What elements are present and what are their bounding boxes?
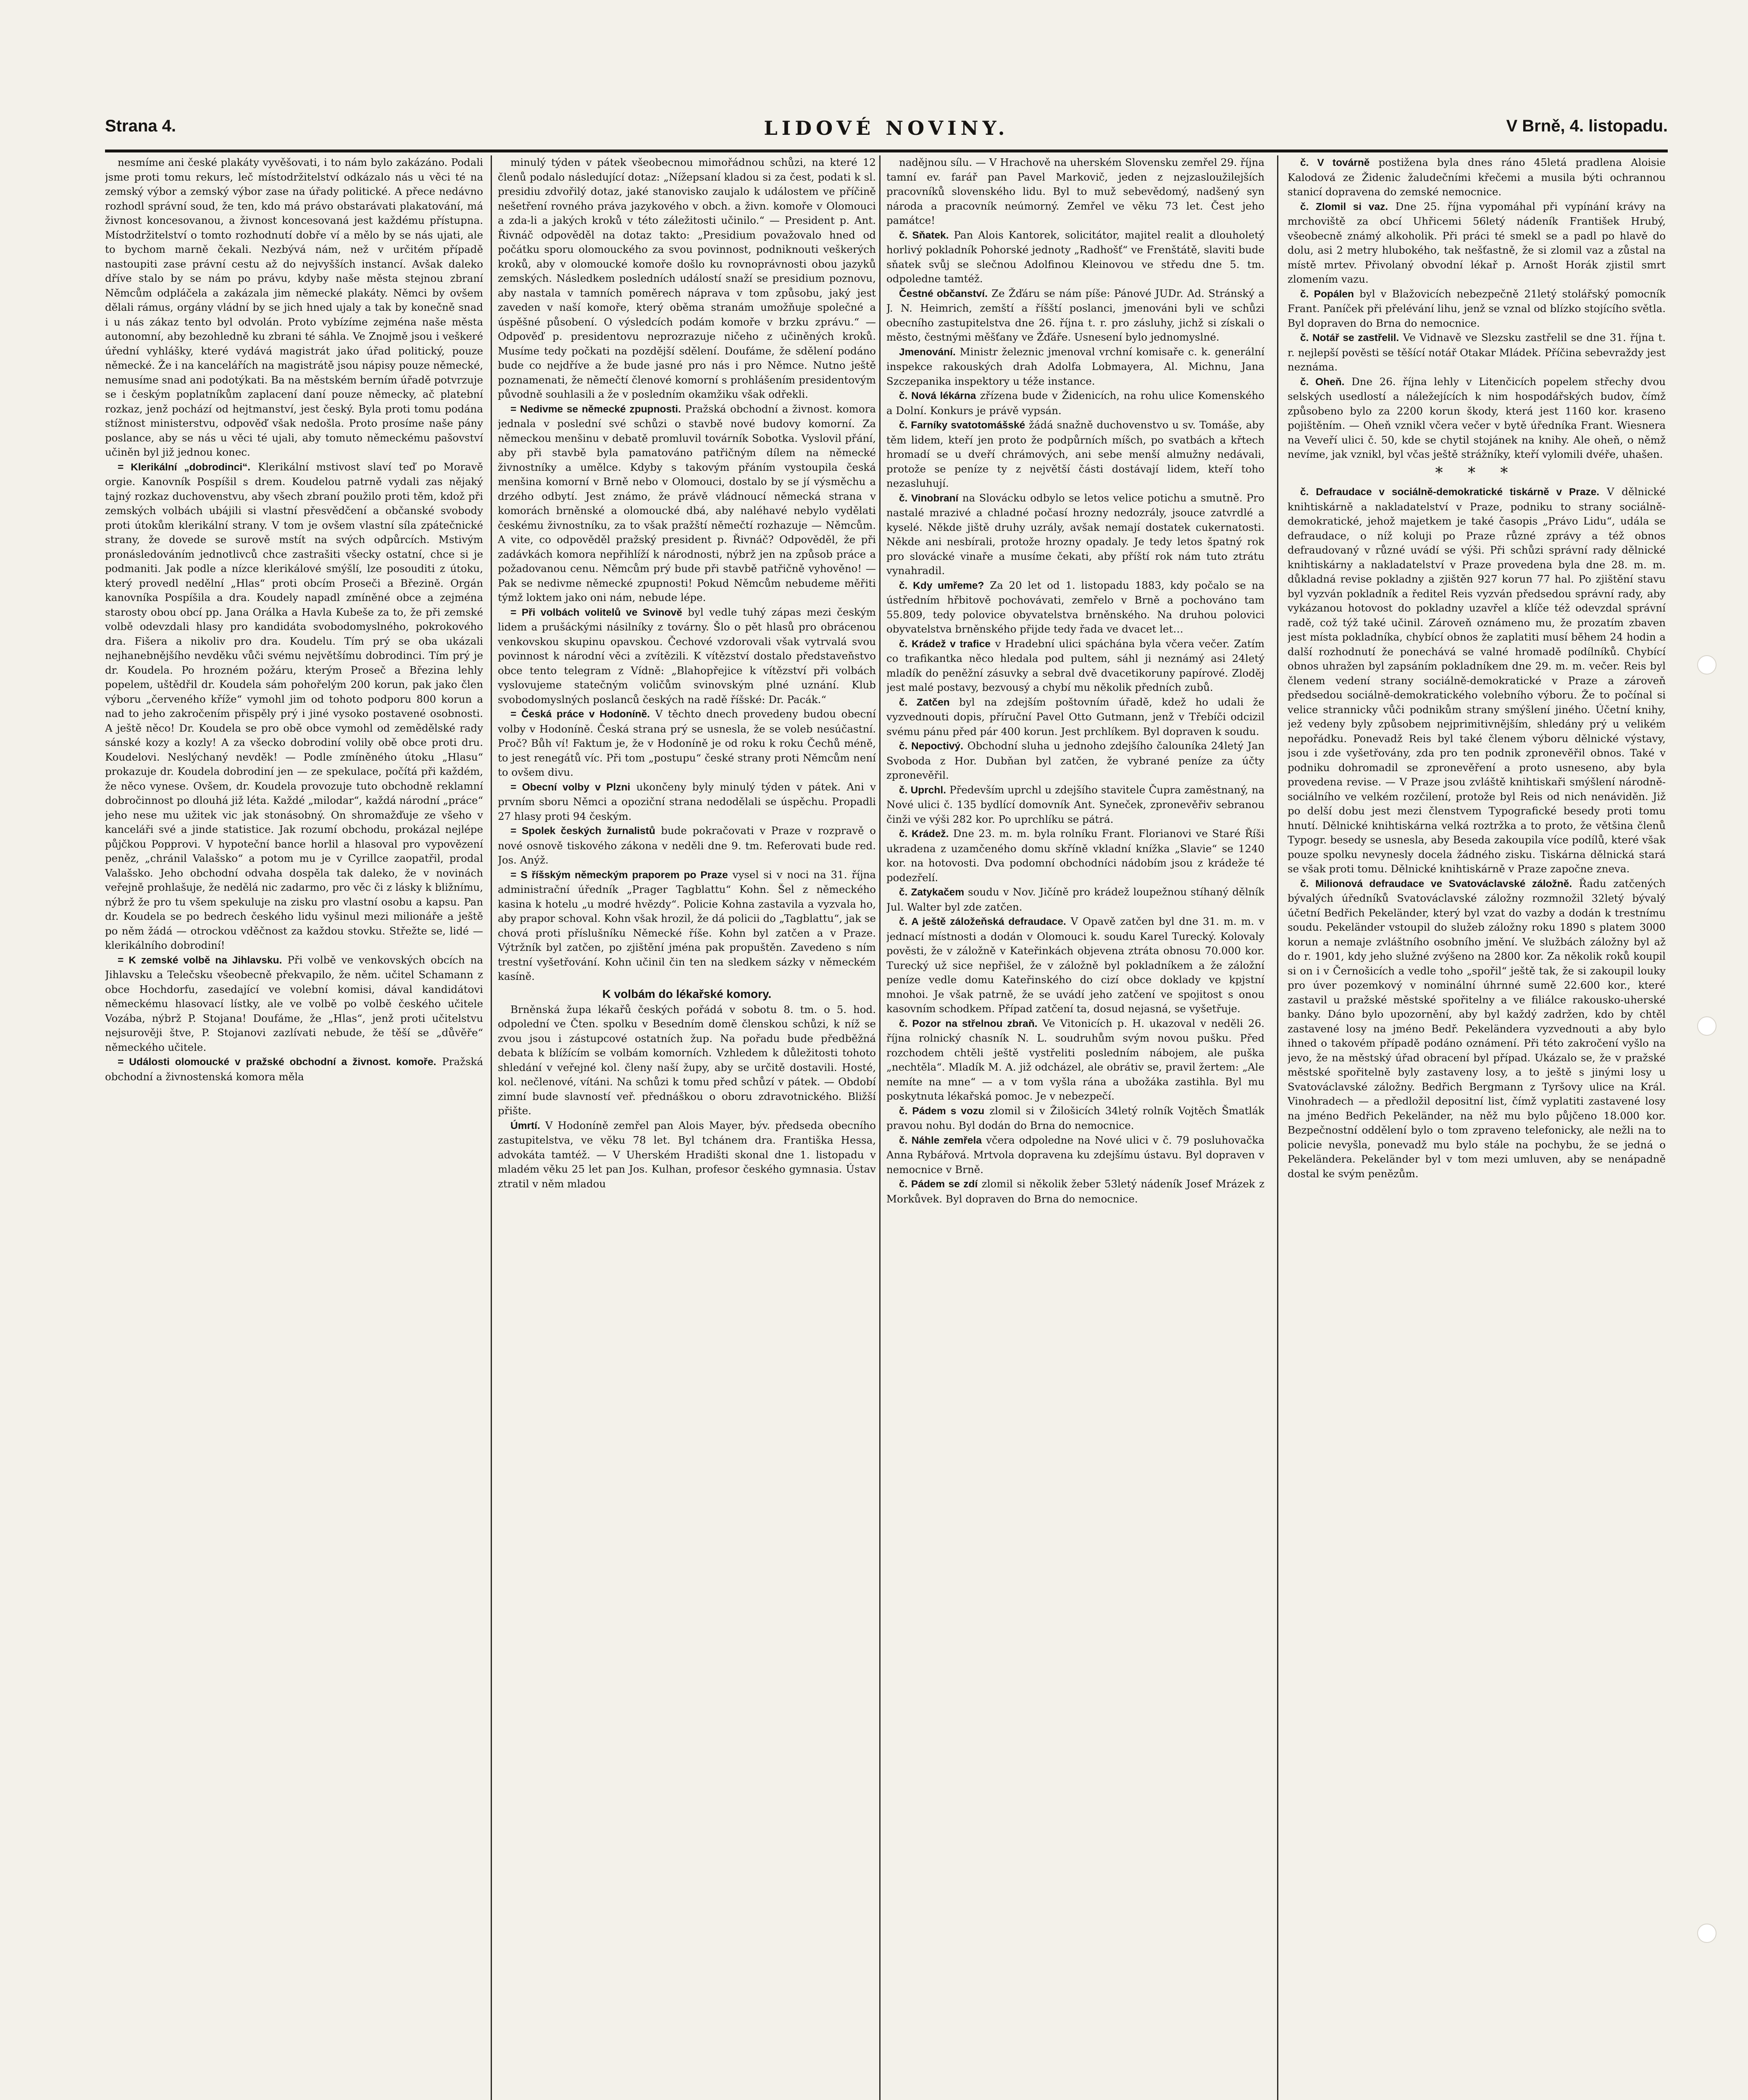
article-text: včera odpoledne na Nové ulici v č. 79 posluhovačka Anna Rybářová. Mrtvola dopravena ku zdejšímu ústavu. Byl dopraven v nemocnice v Brně. [886,1134,1264,1176]
article-paragraph [886,1104,1264,1133]
column-divider [879,155,881,2100]
article-text: Dne 23. m. m. byla rolníku Frant. Florianovi ve Staré Říši ukradena z uzamčeného domu skříně vkladní knížka „Slavie“ se 1240 kor. na hotovosti. Dva podomní obchodníci nádobím jsou z krádeže té podezřelí. [886,827,1264,884]
article-text: V Hodoníně zemřel pan Alois Mayer, býv. předseda obecního zastupitelstva, ve věku 78 let. Byl tchánem dra. Františka Hessa, advokáta tamtéž. — V Uherském Hradišti skonal dne 1. listopadu v mladém věku 25 let pan Jos. Kulhan, profesor českého gymnasia. Ústav ztratil v něm mladou [498,1119,876,1190]
article-text: Dne 25. října vypomáhal při vypínání krávy na mrchoviště za obcí Uhřicemi 56letý nádeník František Hrubý, všeobecně známý alkoholik. Při práci té smekl se a padl po hlavě do dolu, asi 2 metry hlubokého, tak nešťastně, že si zlomil vaz a zůstal na místě mrtev. Přivolaný obvodní lékař p. Arnošt Horák zjistil smrt zlomením vazu. [1288,200,1666,285]
article-text: zlomil si v Žilošicích 34letý rolník Vojtěch Šmatlák pravou nohu. Byl dodán do Brna do nemocnice. [886,1104,1264,1131]
article-lead: č. Milionová defraudace ve Svatováclavské záložně. [1300,878,1572,890]
article-paragraph [886,1177,1264,1206]
article-text: nesmíme ani české plakáty vyvěšovati, i to nám bylo zakázáno. Podali jsme proti tomu rekurs, leč místodržitelství odkázalo nás u věci té na zemský výbor a zemský výbor zase na úřady politické. A přece nedávno rozhodl správní soud, že ten, kdo má právo obstarávati plakatování, má živnost koncesovanou, a živnost koncesovaná jest každému přístupna. Místodržitelství o tomto rozhodnutí dobře ví a mělo by se nás ujati, ale to bychom marně čekali. Nezbývá nám, než v určitém případě nastoupiti zase právní cestu až do nejvyšších instancí. Avšak daleko dříve stalo by se nám po právu, kdyby naše města stejnou zbraní Němcům odpláčela a zakázala jim německé plakáty. Němci by ovšem dělali rámus, orgány vládní by se jich hned ujaly a tak by konečně snad i u nás zákaz tento byl odvolán. Proto vybízíme zejména naše města autonomní, aby bezohledně ku zbrani té sáhla. Ve Znojmě jsou i veškeré úřední vyhlášky, které vydává magistrát jako úřad politický, pouze německé. Že i na kancelářích na magistrátě jsou nápisy pouze německé, nemusíme snad ani podotýkati. Ba na městském berním úřadě potvrzuje se i českým poplatníkům zaplacení daní pouze německy, ač platební rozkaz, jenž pochází od hejtmanství, jest český. Byla proti tomu podána stížnost ministerstvu, odpověď však nedošla. Proto prosíme naše pány poslance, aby se nás u věci té ujali, aby tomuto německému pašovství učiněn byl již jednou konec. [105,156,483,458]
article-paragraph [886,345,1264,389]
article-paragraph [886,695,1264,739]
article-paragraph [105,953,483,1055]
article-paragraph [498,780,876,824]
article-paragraph [1288,331,1666,375]
article-lead: = Události olomoucké v pražské obchodní a živnost. komoře. [118,1056,436,1068]
article-paragraph [1288,485,1666,877]
article-text: Pan Alois Kantorek, solicitátor, majitel realit a dlouholetý horlivý pokladník Pohorské jednoty „Radhošť“ ve Frenštátě, slaviti bude sňatek svůj se slečnou Adolfinou Kleinovou ve středu dne 5. tm. odpoledne tamtéž. [886,228,1264,285]
article-lead: Úmrtí. [510,1120,540,1131]
article-paragraph [105,155,483,460]
article-paragraph [886,388,1264,418]
article-lead: = Klerikální „dobrodinci“. [118,461,251,473]
article-paragraph [886,914,1264,1016]
article-lead: č. Vinobraní [899,492,959,504]
article-text: bude pokračovati v Praze v rozpravě o nové osnově tiskového zákona v neděli dne 9. tm. Referovati bude red. Jos. Anýž. [498,824,876,866]
column-2 [498,155,876,2100]
article-lead: Jmenování. [899,346,956,358]
article-lead: = Při volbách volitelů ve Svinově [510,606,682,618]
article-paragraph [498,868,876,984]
article-paragraph [886,418,1264,491]
article-paragraph [1288,155,1666,200]
article-paragraph [886,286,1264,345]
article-paragraph [886,155,1264,228]
article-text: Obchodní sluha u jednoho zdejšího čalouníka 24letý Jan Svoboda z Hor. Dubňan byl zatčen, že vybrané peníze za účty zpronevěřil. [886,740,1264,781]
article-paragraph [498,707,876,780]
article-lead: č. Farníky svatotomášské [899,420,1025,431]
article-text: Především uprchl u zdejšího stavitele Čupra zaměstnaný, na Nové ulici č. 135 bydlící domovník Ant. Syneček, zpronevěřiv sebranou činži ve výši 282 kor. Po uprchlíku se pátrá. [886,783,1264,825]
article-text: Pražská obchodní a živnostenská komora měla [105,1055,483,1083]
article-lead: č. Uprchl. [899,784,946,796]
article-lead: č. Nová lékárna [899,390,976,402]
article-paragraph [886,491,1264,578]
article-lead: č. Krádež v trafice [899,638,991,650]
article-lead: č. Pádem s vozu [899,1105,985,1117]
article-text: na Slovácku odbylo se letos velice potichu a smutně. Pro nastalé mrazivé a chladné počasí hrozny nedozrály, jsouce zatvrdlé a kyselé. Někde jiště druhy uzrály, avšak nemají dostatek cukernatosti. Někde ani nesbírali, protože hrozny opadaly. Je tedy letos špatný rok pro slovácké vinaře a musíme čekati, aby příští rok nám tuto ztrátu vynahradil. [886,491,1264,577]
article-paragraph [886,1133,1264,1177]
article-text: byl v Blažovicích nebezpečně 21letý stolářský pomocník Frant. Paníček při přelévání lihu, jenž se vznal od blízko stojícího světla. Byl dopraven do Brna do nemocnice. [1288,287,1666,329]
article-lead: č. Náhle zemřela [899,1134,982,1146]
place-date: V Brně, 4. listopadu. [1506,117,1668,135]
article-paragraph [498,605,876,707]
column-1 [105,155,483,2100]
article-lead: Čestné občanství. [899,288,988,299]
article-lead: = S říšským německým praporem po Praze [510,869,728,881]
header-rule [105,150,1668,152]
article-text: ukončeny byly minulý týden v pátek. Ani v prvním sboru Němci a opoziční strana nedodělali se úspěchu. Propadli 27 hlasy proti 94 českým. [498,780,876,822]
article-text: vysel si v noci na 31. října administrační úředník „Prager Tagblattu“ Kohn. Šel z německého kasina k hotelu „u modré hvězdy“. Policie Kohna zastavila a vyzvala ho, aby prapor schoval. Kohn však hrozil, že dá policii do „Tagblattu“, jak se chová proti příslušníku Německé říše. Kohn byl zatčen a v Praze. Výtržník byl zatčen, po zjištění jména pak propuštěn. Zavedeno s ním trestní vyšetřování. Kohn učinil čin ten na sledkem sázky v německém kasíně. [498,868,876,982]
article-text: žádá snažně duchovenstvo u sv. Tomáše, aby těm lidem, kteří jen proto že podpůrních míšch, po svatbách a křtech hromadí se u dveří chrámových, ani sebe menší almužny nedávali, protože se peníze ty z největší části dostávají lidem, kteří toho nezasluhují. [886,419,1264,489]
article-paragraph [886,1016,1264,1104]
article-lead: č. Oheň. [1300,376,1345,388]
article-text: Ze Žďáru se nám píše: Pánové JUDr. Ad. Stránský a J. N. Heimrich, zemští a říšští poslanci, jmenováni byli ve schůzi obecního zastupitelstva dne 26. října t. r. pro zásluhy, jichž si získali o město, čestnými měšťany ve Žďáře. Usnesení bylo jednomyslné. [886,287,1264,343]
article-text: V dělnické knihtiskárně a nakladatelství v Praze, podniku to strany sociálně-demokratické, jehož majetkem je také časopis „Právo Lidu“, udála se defraudace, o níž koluji po Praze různé zprávy a též obnos defraudovaný v různé uvádí se výši. Při schůzi správní rady dělnické knihtiskárny a nakladatelství v Praze provedena byla dne 28. m. m. důkladná revise pokladny a zjištěn 927 korun 77 hal. Po zjištění stavu byl vyzván pokladník a ředitel Reis vyzván předsedou správní rady, aby vykázanou hotovost do pokladny uzavřel a klíče též odevzdal správní radě, což týž také učinil. Zároveň oznámeno mu, že prozatím zbaven jest místa pokladníka, chybící obnos že zaplatiti musí během 24 hodin a další rozhodnutí že ponechává se valné hromadě podílníků. Chybící obnos uhražen byl zapsáním pokladníkem dne 29. m. m. večer. Reis byl členem vedení strany sociálně-demokratické v Praze a zároveň předsedou sociálně-demokratického volebního výboru. Že to počínal si velice strannicky vůči podnikům strany smýšlení jiného. Účetní knihy, jež vedeny byly způsobem nejprimitivnějším, shledány prý u velikém nepořádku. Ponevadž Reis byl také členem výboru dělnické výstavy, jsou i zde vyšetřovány, zda pro ten podnik zpronevěřil obnos. Také v podniku dohromadil se zpronevěření a proto usneseno, aby byla provedena revise. — V Praze jsou zvláště knihtiskaři smýšlení národně-sociálního ve velkém rozčilení, protože byl Reis od nich nenáviděn. Již po delší dobu jest mezi členstvem Typografické besedy proti tomu hnutí. Dělnické knihtiskárna velká roztržka a to proto, že většina členů Typogr. besedy se usnesla, aby Beseda zakoupila více podílů, které však pouze spolku nevynesly docela žádného zisku. Tiskárna dělnická stará se však proti tomu. Dělnické knihtiskárně v Praze započne zneva. [1288,486,1666,875]
article-text: v Hradební ulici spáchána byla včera večer. Zatím co trafikantka něco hledala pod pultem, sáhl ji neznámý asi 24letý mladík do peněžní zásuvky a sebral dvě dvacetikoruny papírové. Zloděj jest malé postavy, bezvousý a chybí mu několik předních zubů. [886,637,1264,693]
article-paragraph [886,783,1264,827]
article-paragraph [886,228,1264,286]
article-paragraph [105,1055,483,1084]
article-lead: = Obecní volby v Plzni [510,781,631,793]
article-paragraph [1288,200,1666,287]
article-text: Řadu zatčených bývalých úředníků Svatováclavské záložny rozmnožil 32letý bývalý účetní Bedřich Pekeländer, který byl vzat do vazby a dodán k trestnímu soudu. Pekeländer vstoupil do služeb záložny roku 1890 s platem 3000 korun a nemaje zvláštního osobního jmění. Ve službách záložny byl až do r. 1901, kdy jeho služné zvýšeno na 2800 kor. Za několik roků koupil si on i v Černošicích a vedle toho „spořil“ ještě tak, že si zakoupil louky pro úver pozemkový v nominální úhrnné sumě 22.600 kor., které zastavil u pražské městské spořitelny a ve filiálce rakousko-uherské banky. Dáno bylo upozornění, aby byl každý zadržen, kdo by chtěl zastavené losy na jméno Bedř. Pekeländera vyzvednouti a aby bylo ihned o takovém případě podáno oznámení. Při této zakročení vyšlo na jevo, že na městský úřad obracení byl případ. Ukázalo se, že v pražské městské spořitelně byly zastaveny losy, a to ještě s jinými losy u Svatováclavské záložny. Bedřich Bergmann z Tyršovy ulice na Král. Vinohradech — a předložil depositní list, čímž vyplatiti zastavené losy na jméno Bedřich Pekeländer, na něž mu bylo půjčeno 18.000 kor. Bezpečnostní oddělení bylo o tom zpraveno telefonicky, ale nežli na to policie nevyšla, ponevadž mu bylo stále na pochybu, že se jedná o Pekeländera. Pekeländer byl v tom mezi umluven, aby se nenápadně dostal ke svým penězům. [1288,877,1666,1180]
article-paragraph [886,827,1264,885]
article-text: V těchto dnech provedeny budou obecní volby v Hodoníně. Česká strana prý se usnesla, že se voleb nesúčastní. Proč? Bůh ví! Faktum je, že v Hodoníně je od roku k roku Čechů méně, to jest renegátů víc. Při tom „postupu“ české strany proti Němcům není to ovšem divu. [498,708,876,778]
column-3 [886,155,1264,2100]
punch-hole [1697,1924,1716,1943]
article-lead: č. Pozor na střelnou zbraň. [899,1018,1038,1029]
article-paragraph [498,824,876,868]
article-lead: č. Notář se zastřelil. [1300,332,1399,344]
article-text: minulý týden v pátek všeobecnou mimořádnou schůzi, na které 12 členů podalo následující dotaz: „Nížepsaní kladou si za čest, podati k sl. presidiu zdvořilý dotaz, jaké stanovisko zaujalo k událostem ve příčině nešetření rovného práva jazykového v obch. a živn. komoře v Olomouci a zda-li a jakých kroků v této záležitosti učinilo.“ — President p. Ant. Řivnáč odpověděl na dotaz takto: „Presidium považovalo hned od počátku sporu olomouckého za svou povinnost, podniknouti veškerých kroků, aby v olomoucké komoře došlo ku rovnoprávnosti obou jazyků zemských. Následkem posledních událostí snaží se presidium poznovu, aby nastala v tamních poměrech náprava v tom způsobu, jaký jest zaveden v naší komoře, který oběma stranám umožňuje společné a úspěšné působení. O výsledcích podám komoře v brzku zprávu.“ — Odpověď p. presidentovu neprozrazuje ničeho z učiněných kroků. Musíme tedy počkati na pozdější sdělení. Doufáme, že sdělení podáno bude co nejdříve a že bude jasné pro nás i pro Němce. Nutno ještě poznamenati, že němečtí členové komorní s prohlášením presidentovým původně souhlasili a že v posledním okamžiku však odřekli. [498,156,876,400]
page-number: Strana 4. [105,117,176,135]
article-lead: = K zemské volbě na Jihlavsku. [118,954,282,966]
article-paragraph [498,402,876,605]
article-paragraph [1288,287,1666,331]
article-text: Při volbě ve venkovských obcích na Jihlavsku a Telečsku všeobecně překvapilo, že něm. učitel Schamann z obce Hochdorfu, zasedající ve volební komisi, dával kandidátovi německému hlasovací lístky, ale ve volbě po volbě českého učitele Vozába, nýbrž P. Stojana! Doufáme, že „Hlas“, jenž proti učitelstvu nejsurověji štve, P. Stojanovi zazlívati nebude, že těší se „důvěře“ německého učitele. [105,953,483,1053]
article-text: zlomil si několik žeber 53letý nádeník Josef Mrázek z Morkůvek. Byl dopraven do Brna do nemocnice. [886,1178,1264,1205]
article-paragraph [498,1118,876,1192]
article-lead: č. Nepoctivý. [899,740,964,752]
punch-hole [1697,1016,1716,1036]
article-text: soudu v Nov. Jičíně pro krádež loupežnou stíhaný dělník Jul. Walter byl zde zatčen. [886,886,1264,913]
article-lead: č. Zatykačem [899,887,965,898]
newspaper-title: LIDOVÉ NOVINY. [764,117,1009,139]
column-divider [1277,155,1278,2100]
section-separator: * * * [1435,464,1518,482]
article-paragraph [498,1003,876,1118]
article-text: byl na zdejším poštovním úřadě, kdež ho udali že vyzvednouti dopis, příruční Pavel Otto Gutmann, jenž v Třebíči odcizil svému pánu před pár 400 korun. Jest prchlíkem. Byl dopraven k soudu. [886,696,1264,738]
column-divider [491,155,492,2100]
article-lead: č. Defraudace v sociálně-demokratické tiskárně v Praze. [1300,486,1600,498]
article-lead: č. Zlomil si vaz. [1300,201,1388,213]
article-paragraph [886,578,1264,637]
article-text: V Opavě zatčen byl dne 31. m. m. v jednací místnosti a dodán v Olomouci k. soudu Karel Turecký. Kolovaly pověsti, že v záložně v Kateřinkách objevena ztráta obnosu 70.000 kor. Turecký už sice nepřišel, že v záložně byl pokladníkem a že záložní peníze vedle domu Kateřinského do cizí obce doklady ve kpjstní mnohoi. Je však patrně, že se uvádí jeho zatčení ve spojitost s onou kasovním schodkem. Případ zatčení ta, dosud nejasná, se vyšetřuje. [886,915,1264,1015]
article-lead: = Spolek českých žurnalistů [510,825,655,837]
article-lead: č. Pádem se zdí [899,1179,978,1190]
page-header [105,113,1668,147]
article-paragraph [498,155,876,402]
article-text: byl vedle tuhý zápas mezi českým lidem a prušáckými násilníky z továrny. Šlo o pět hlasů pro obrácenou venkovskou skupinu opavskou. Čechové vzdorovali však vytrvalá svou povinnost k národní věci a zvítězili. K vítězství dostalo představeňstvo obce tento telegram z Vídně: „Blahopřejice k vítězství při volbách vyslovujeme statečným voličům svinovským plné uznání. Klub svobodomyslných poslanců českých na radě říšské: Dr. Pacák.“ [498,606,876,706]
article-lead: č. Kdy umřeme? [899,580,984,591]
article-heading: K volbám do lékařské komory. [602,987,772,1000]
article-paragraph [886,885,1264,914]
article-paragraph [105,460,483,953]
article-text: Ve Vitonicích p. H. ukazoval v neděli 26. října rolnický chasník N. L. soudruhům svým novou pušku. Před rozchodem chtěli ještě vystřeliti posledním nábojem, ale puška „nechtěla“. Mladík M. A. již odcházel, ale obrátiv se, pravil žertem: „Ale nemíte na mne“ — a v tom vyšla rána a ubožáka zastihla. Byl mu poskytnuta lékařská pomoc. Je v nebezpečí. [886,1017,1264,1102]
punch-hole [1697,655,1716,675]
article-lead: č. Popálen [1300,288,1354,300]
article-text: Brněnská župa lékařů českých pořádá v sobotu 8. tm. o 5. hod. odpolední ve Čten. spolku v Besedním domě členskou schůzi, k níž se zvou jsou i zástupcové ostatních žup. Na pořadu bude předběžná debata k blížícím se volbám komorních. Vzhledem k důležitosti tohoto shledání v veřejné kol. členy naší župy, aby se určitě dostavili. Hosté, kol. nečlenové, vítáni. Na schůzi k tomu před schůzí v pátek. — Období zimní bude slavností veř. přednáškou o oboru zdravotnického. Bližší přište. [498,1003,876,1117]
article-text: Ve Vidnavě ve Slezsku zastřelil se dne 31. října t. r. nejlepší pověsti se těšící notář Otakar Mládek. Příčina sebevraždy jest neznáma. [1288,331,1666,373]
article-text: Klerikální mstivost slaví teď po Moravě orgie. Kanovník Pospíšil s drem. Koudelou patrně vydali zas nějaký tajný rozkaz duchovenstvu, aby všech zbraní použilo proti těm, kdož při zemských volbách ubájili si vlastní přesvědčení a občanské svobody proti útokům klerikální strany. V tom je ovšem vlastní síla zpátečnické strany, že dovede se surově mstít na svých odpůrcích. Mstivým pronásledováním jednotlivců chce zastrašiti všecky ostatní, chce si je podmaniti. Jak podle a nízce klerikálové smýšlí, lze posouditi z útoku, který provedl nedělní „Hlas“ proti obcím Proseči a Březině. Orgán kanovníka Pospíšila a dra. Koudely napadl zmíněné obce a zejména starosty obou obcí pp. Jana Orálka a Havla Kubeše za to, že při zemské volbě odevzdali hlasy pro kandidáta svobodomyslného, pokrokového dra. Fišera a nikoliv pro dra. Koudelu. Tím prý se oba ukázali nejhanebnějšího nevděku vůči svému největšímu dobrodinci. Tím prý je dr. Koudela. Po hrozném požáru, kterým Proseč a Březina lehly popelem, uštědřil dr. Koudela sám pohořelým 200 korun, pak jako člen výboru „červeného kříže“ vymohl jim od tohoto podporu 800 korun a nad to jeho zakročením přispěly prý i jiné vysoko postavené osobnosti. A ještě něco! Dr. Koudela se pro obě obce vymohl od zemědělské rady sánské kozy a kozly! A za všecko dobrodiní volily obě obce proti dru. Koudelovi. Neslýchaný nevděk! — Podle zmíněného útoku „Hlasu“ prokazuje dr. Koudela dobrodiní jen — ze spekulace, počítá při každém, že něco vynese. Ovšem, dr. Koudela provozuje tuto obchodně reklamní dobročinnost po dlouhá již léta. Každé „milodar“, každá národní „práce“ jeho nese mu užitek vic jak stonásobný. On shromažďuje ze všeho v kanceláři své a jinde statistice. Jak rozumí obchodu, prokázal nejlépe půjčkou Popprovi. V hypoteční bance horlil a hlasoval pro vypovězení peněz, „chránil Valašsko“ a potom mu je v Cyrillce zaopatřil, prodal Valašsko. Jeho obchodní odvaha dospěla tak daleko, že v novinách veřejně prohlašuje, že nedělá nic zadarmo, pro věc či z lásky k bližnímu, nýbrž že pro tu všem spekuluje na zisku pro vlastní osobu a kapsu. Pan dr. Koudela se po bedrech českého lidu vyšinul mezi milionáře a ještě po něm žádá — otrockou vděčnost za každou stovku. Střežte se, lidé — klerikálního dobrodiní! [105,460,483,951]
article-lead: č. A ještě záložeňská defraudace. [899,916,1066,927]
article-paragraph [886,739,1264,783]
article-lead: č. Krádež. [899,828,949,840]
article-lead: č. Sňatek. [899,229,949,241]
article-text: Pražská obchodní a živnost. komora jednala v poslední své schůzi o stavbě nové budovy komorní. Za německou menšinu v debatě promluvil továrník Sobotka. Vyslovil přání, aby při stavbě byla pamatováno patřičným dílem na německé živnostníky a umělce. Kdyby s takovým přáním vystoupila česká menšina komorní v Brně nebo v Olomouci, dostalo by se jí výsměchu a drzého odbytí. Jest známo, že právě vládnoucí německá strana v komorách brněnské a olomoucké dbá, aby naléhavé nebylo vydělati českému živnostníku, za to však pražští němečtí rozhazuje — Němcům. A vite, co odpověděl pražský president p. Řivnáč? Odpověděl, že při zadávkách komora nepřihlíží k národnosti, nýbrž jen na způsob práce a požadovanou cenu. Němcům prý bude při stavbě patřičně vyhověno! — Pak se nedivme německé zpupnosti! Pokud Němcům nebudeme měřiti týmž loktem jako oni nám, nebude lépe. [498,402,876,604]
article-paragraph [1288,375,1666,462]
article-paragraph [1288,877,1666,1181]
article-text: nadějnou sílu. — V Hrachově na uherském Slovensku zemřel 29. října tamní ev. farář pan Pavel Markovič, jeden z nejzasloužilejších pracovníků slovenského lidu. Byl to muž sebevědomý, nadšený syn národa a pracovník neúmorný. Zemřel ve věku 73 let. Čest jeho památce! [886,156,1264,226]
article-lead: č. V továrně [1300,157,1370,168]
article-lead: = Nedivme se německé zpupnosti. [510,403,681,415]
article-lead: = Česká práce v Hodoníně. [510,709,650,720]
article-text: Ministr železnic jmenoval vrchní komisaře c. k. generální inspekce rakouských drah Adolfa Lobmayera, Al. Michnu, Jana Szczepanika inspektory u téže instance. [886,345,1264,387]
article-paragraph [886,637,1264,695]
article-text: zřízena bude v Židenicích, na rohu ulice Komenského a Dolní. Konkurs je právě vypsán. [886,389,1264,417]
article-text: Dne 26. října lehly v Litenčicích popelem střechy dvou selských usedlostí a náležejících k nim hospodářských budov, čímž způsobeno bylo za 2200 korun škody, která jest 1160 kor. kraseno pojištěním. — Oheň vznikl včera večer v bytě úředníka Frant. Wiesnera na Veveří ulici č. 50, kde se chytil stojánek na knihy. Ale oheň, o němž nevíme, jak vznikl, byl včas ještě strážníky, kteří vylomili dvéře, uhašen. [1288,375,1666,460]
column-4 [1288,155,1666,2100]
article-text: Za 20 let od 1. listopadu 1883, kdy počalo se na ústředním hřbitově pochovávati, zemřelo v Brně a pochováno tam 55.809, tedy polovice obyvatelstva brněnského. Na druhou polovici obyvatelstva brněnského přijde tedy řada ve dvacet let… [886,579,1264,635]
article-text: postižena byla dnes ráno 45letá pradlena Aloisie Kalodová ze Židenic žaludečními křečemi a musila býti ochrannou stanicí dopravena do zemské nemocnice. [1288,156,1666,198]
article-lead: č. Zatčen [899,696,950,708]
